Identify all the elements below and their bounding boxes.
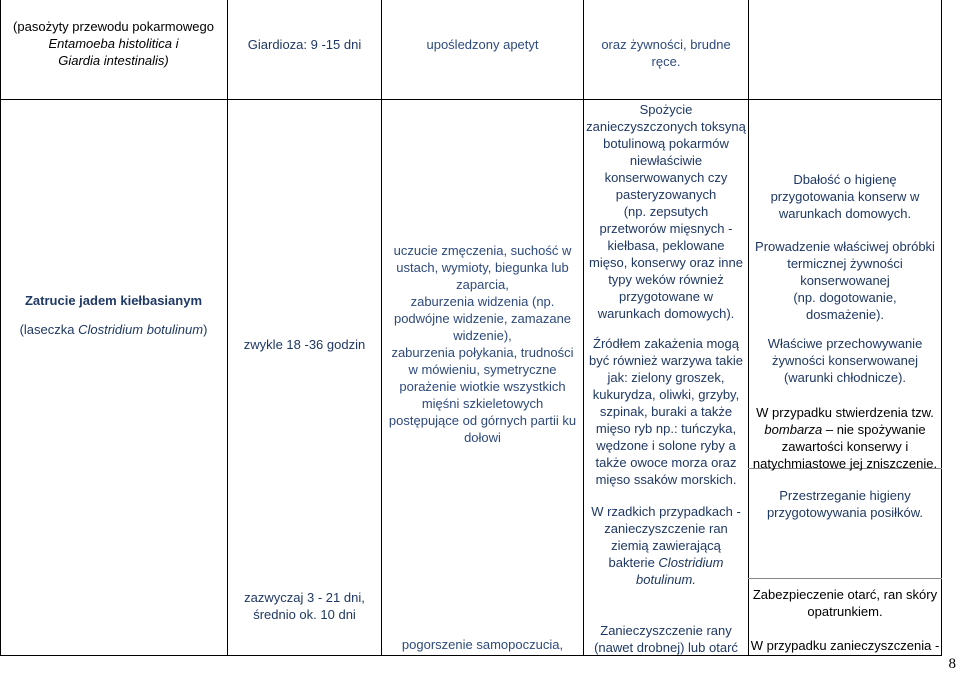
source-line: szpinak, buraki a także (599, 404, 733, 419)
symptom-line: widzenie), (453, 328, 512, 343)
prevention-line: Zabezpieczenie otarć, ran skóry (752, 587, 938, 602)
prevention-line: przygotowywania posiłków. (766, 505, 924, 520)
prevention-line: (warunki chłodnicze). (783, 370, 907, 385)
source-cell-4 (584, 622, 748, 656)
prevention-line: zawartości konserwy i (781, 439, 909, 454)
prevention-cell (749, 171, 941, 222)
symptom-line: podwójne widzenie, zamazane (393, 311, 572, 326)
source-line: przetworów mięsnych - (599, 221, 733, 236)
prevention-line: (np. dogotowanie, (793, 290, 897, 305)
source-line: Spożycie (639, 102, 693, 117)
source-line: jak: zielony groszek, (607, 370, 725, 385)
source-line: kukurydza, oliwki, grzyby, (592, 387, 740, 402)
source-line: także owoce morza oraz (595, 455, 737, 470)
giardia-incubation-cell (228, 36, 381, 53)
prevention-line: konserwowanej (800, 273, 890, 288)
prevention-line: opatrunkiem. (807, 604, 883, 619)
page-number: 8 (948, 656, 956, 672)
prevention-line: żywności konserwowanej (772, 353, 918, 368)
incubation-cell (228, 336, 381, 353)
incubation-wound-cell (228, 589, 381, 623)
prevention-cell-4 (749, 404, 941, 472)
prevention-line: Właściwe przechowywanie (767, 336, 923, 351)
botulism-subtitle: (laseczka Clostridium botulinum) (19, 322, 208, 337)
symptom-line: postępujące od górnych partii ku (388, 413, 577, 428)
prevention-cell-7 (749, 637, 941, 654)
incubation-wound-line-2: średnio ok. 10 dni (253, 607, 356, 622)
source-line: kiełbasa, peklowane (607, 238, 725, 253)
source-line: warunkach domowych). (597, 306, 735, 321)
prevention-cell-6 (749, 586, 941, 620)
prevention-line: Dbałość o higienę (793, 172, 897, 187)
prevention-cell-5 (749, 487, 941, 521)
prevention-line: Przestrzeganie higieny (779, 488, 911, 503)
incubation-wound-line-1: zazwyczaj 3 - 21 dni, (244, 590, 365, 605)
giardia-incubation: Giardioza: 9 -15 dni (247, 37, 362, 52)
source-line: mięso ssaków morskich. (595, 472, 737, 487)
symptoms-wound-cell (382, 636, 583, 653)
symptom-line: uczucie zmęczenia, suchość w (393, 243, 572, 258)
prevention-line: przygotowania konserw w (770, 189, 920, 204)
parasite-line-2: Entamoeba histolitica i (48, 36, 179, 51)
source-line: botulinową pokarmów (603, 136, 729, 151)
botulism-name-cell (0, 292, 227, 338)
symptom-line: zaparcia, (456, 277, 509, 292)
symptom-line: ustach, wymioty, biegunka lub (396, 260, 569, 275)
source-line: pasteryzowanych (615, 187, 717, 202)
parasite-cell (0, 18, 227, 69)
prevention-cell-2 (749, 238, 941, 323)
symptoms-cell (382, 242, 583, 446)
source-line: niewłaściwie (629, 153, 703, 168)
source-line: (nawet drobnej) lub otarć (594, 640, 738, 655)
source-line: wędzone i solone ryby a (596, 438, 736, 453)
prevention-line: bombarza – nie spożywanie (764, 422, 926, 437)
source-line: W rzadkich przypadkach - (591, 504, 741, 519)
source-line: zanieczyszczonych toksyną (586, 119, 746, 134)
source-line: mięso, konserwy oraz inne (589, 255, 743, 270)
giardia-source-cell (584, 36, 748, 70)
symptom-line: mięśni szkieletowych (421, 396, 544, 411)
source-line: (np. zepsutych (623, 204, 709, 219)
row-divider (0, 99, 942, 100)
source-line: bakterie Clostridium (608, 555, 724, 570)
source-cell-2 (584, 335, 748, 488)
source-cell-3 (584, 503, 748, 588)
giardia-source-line-2: ręce. (651, 54, 681, 69)
prevention-line: W przypadku stwierdzenia tzw. (756, 405, 934, 420)
source-line: przygotowane w (619, 289, 713, 304)
symptom-wound-line: pogorszenie samopoczucia, (401, 637, 564, 652)
source-line: Zanieczyszczenie rany (600, 623, 732, 638)
source-line: Źródłem zakażenia mogą (593, 336, 739, 351)
giardia-symptom: upośledzony apetyt (426, 37, 539, 52)
inner-row-divider (748, 578, 942, 579)
giardia-symptom-cell (382, 36, 583, 53)
symptom-line: zaburzenia połykania, trudności (391, 345, 574, 360)
incubation-food: zwykle 18 -36 godzin (243, 337, 366, 352)
giardia-source-line-1: oraz żywności, brudne (601, 37, 731, 52)
source-line: konserwowanych czy (604, 170, 728, 185)
symptom-line: porażenie wiotkie wszystkich (399, 379, 566, 394)
parasite-line-1: (pasożyty przewodu pokarmowego (13, 19, 214, 34)
prevention-line: dosmażenie). (805, 307, 885, 322)
symptom-line: dołowi (464, 430, 501, 445)
parasite-line-3: Giardia intestinalis) (58, 53, 169, 68)
prevention-line: warunkach domowych. (778, 206, 912, 221)
source-line: botulinum. (636, 572, 696, 587)
source-line: być również warzywa takie (589, 353, 743, 368)
prevention-line: natychmiastowe jej zniszczenie. (752, 456, 938, 471)
symptom-line: w mówieniu, symetryczne (408, 362, 557, 377)
prevention-line: termicznej żywności (787, 256, 903, 271)
source-line: mięso ryb np.: tuńczyka, (595, 421, 737, 436)
prevention-line: Prowadzenie właściwej obróbki (755, 239, 935, 254)
prevention-cell-3 (749, 335, 941, 386)
source-line: typy weków również (608, 272, 724, 287)
source-line: zanieczyszczenie ran (604, 521, 728, 536)
symptom-line: zaburzenia widzenia (np. (410, 294, 555, 309)
source-cell (584, 101, 748, 322)
botulism-title: Zatrucie jadem kiełbasianym (24, 293, 203, 308)
prevention-line: W przypadku zanieczyszczenia - (750, 638, 940, 653)
source-line: ziemią zawierającą (611, 538, 721, 553)
table-border-bottom (0, 655, 942, 656)
